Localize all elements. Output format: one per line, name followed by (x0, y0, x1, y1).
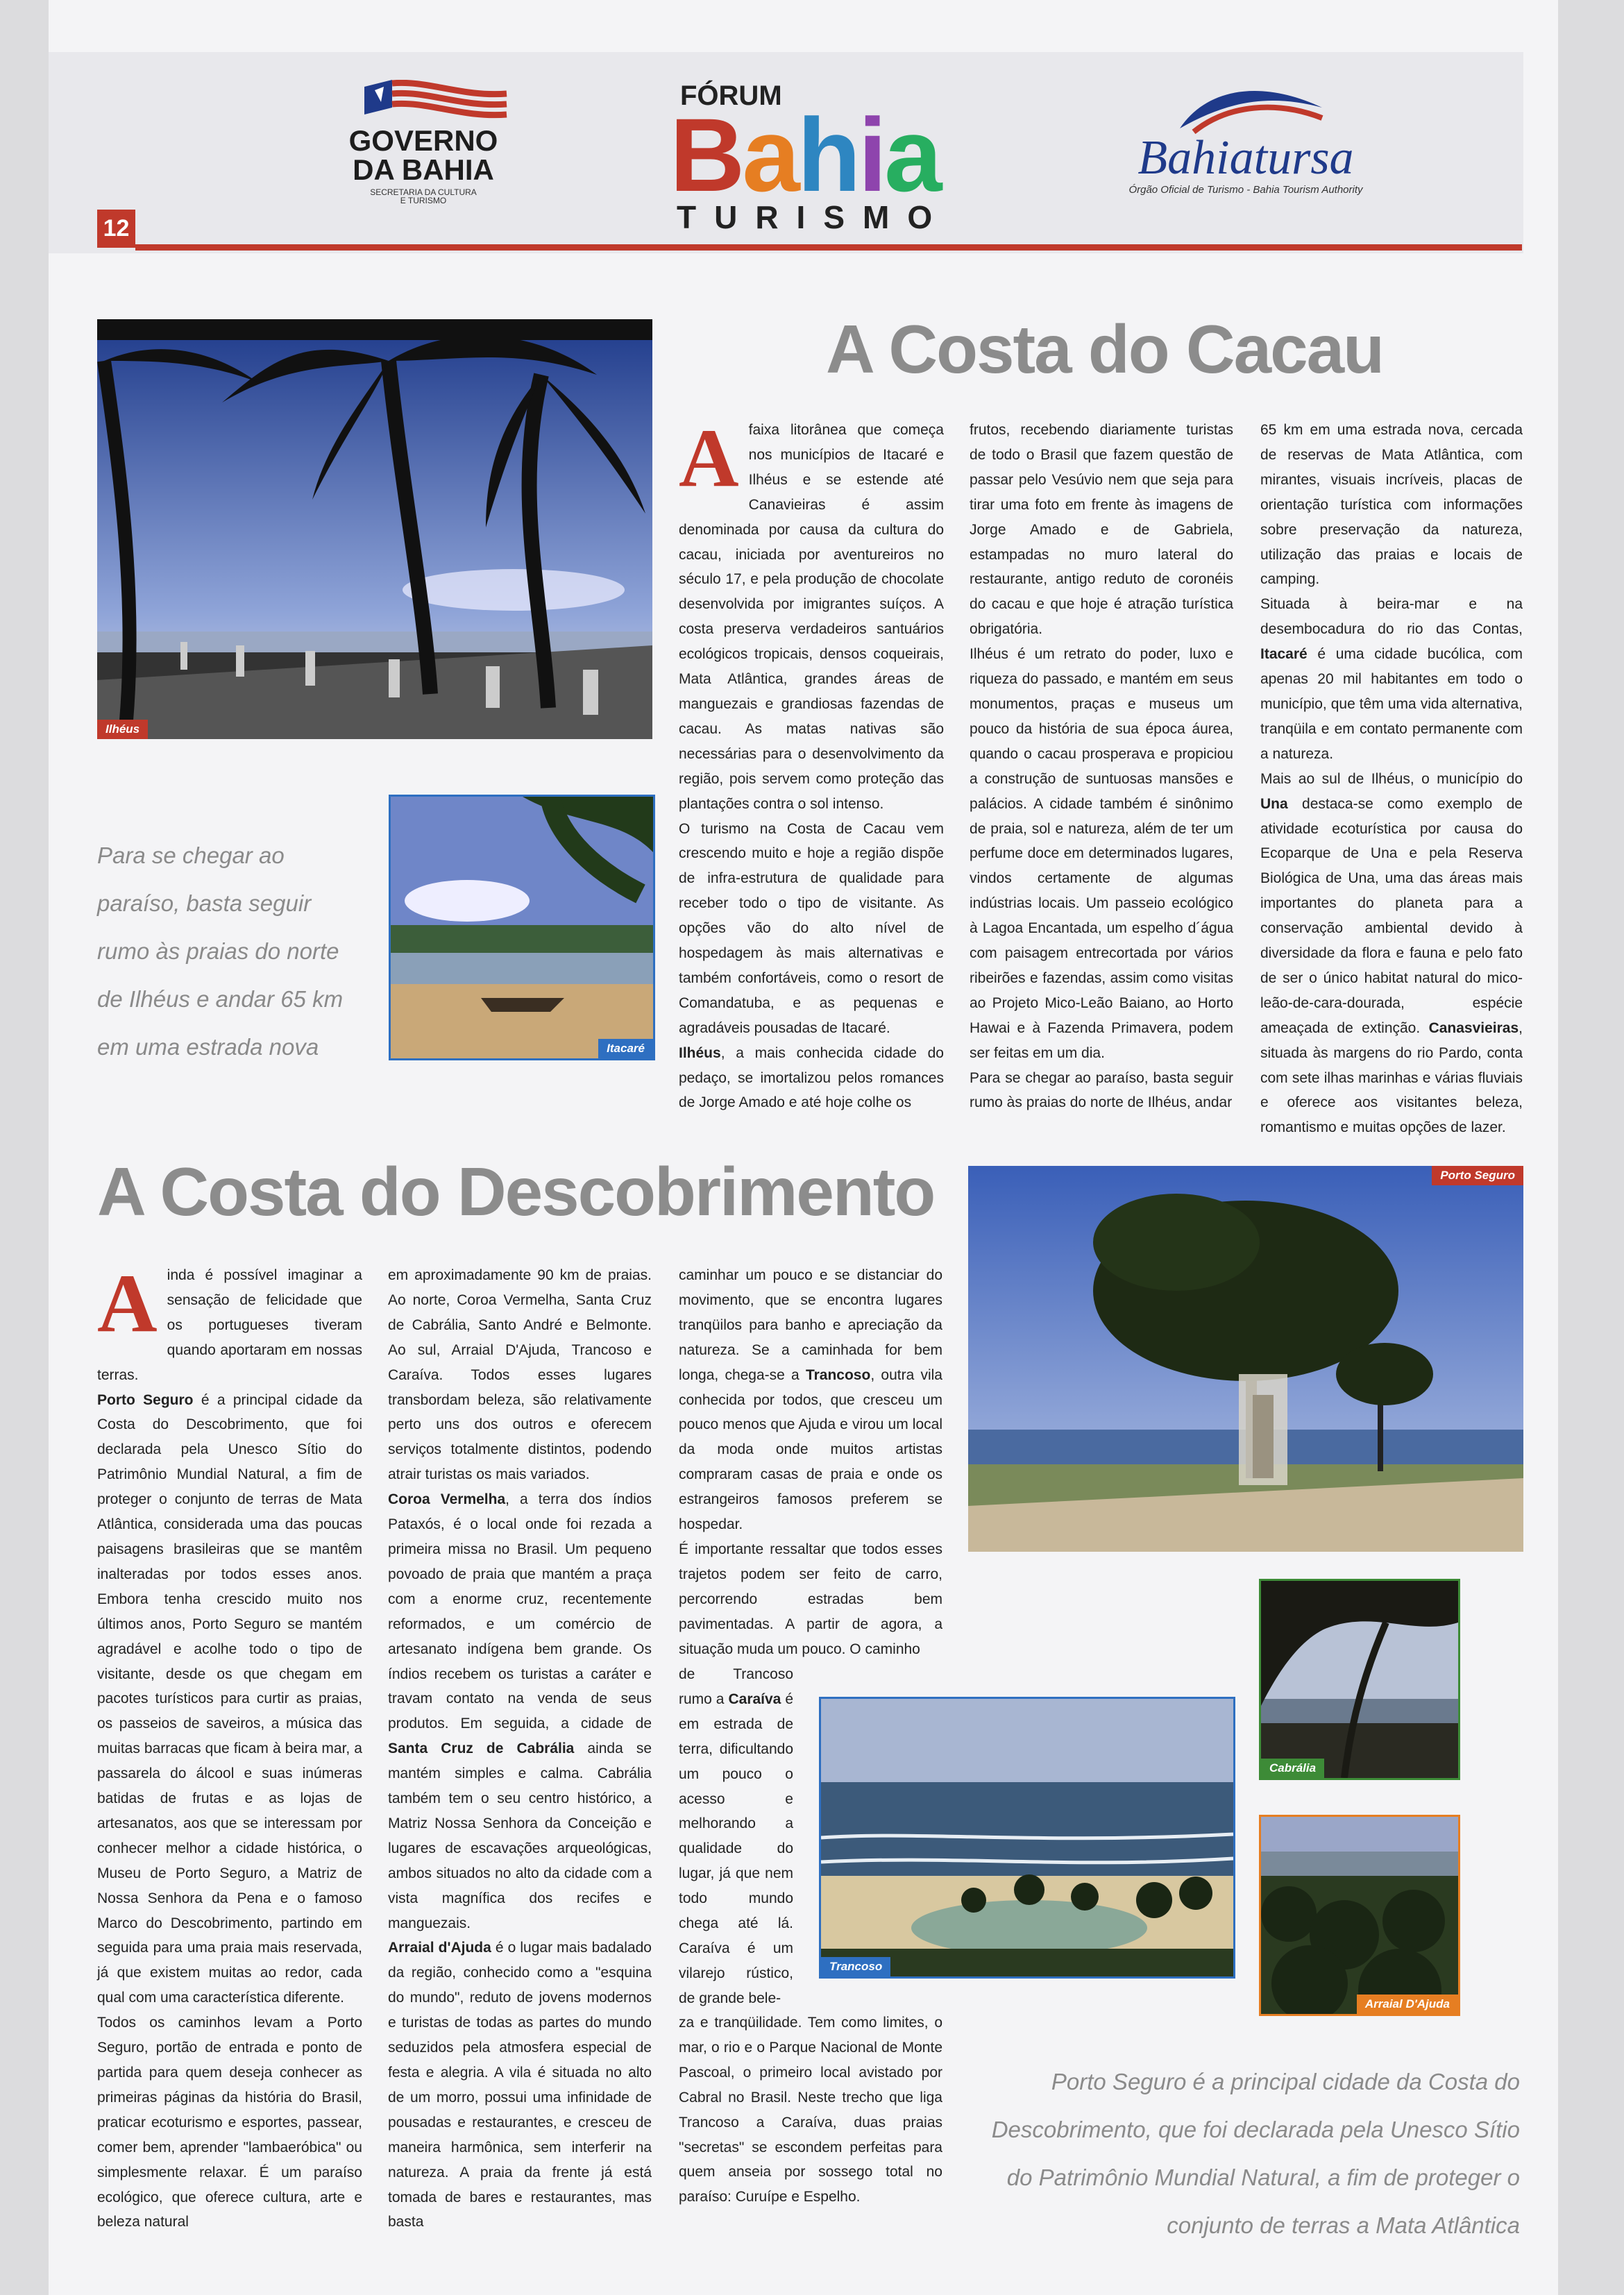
palm-beach-illustration (97, 319, 652, 739)
quote-line: conjunto de terras a Mata Atlântica (1167, 2212, 1520, 2238)
caption-itacare: Itacaré (598, 1039, 653, 1058)
forum-letter: B (670, 96, 743, 213)
paragraph: É importante ressaltar que todos esses trajetos podem ser feito de carro, percorrendo estradas bem pavimentadas. A partir de agora, a situação muda um pouco. O caminho (679, 1541, 942, 1657)
forest-aerial-illustration (1261, 1817, 1458, 2014)
paragraph: de Trancoso rumo a Caraíva é em estrada de terra, dificultando um pouco o acesso e melhorando a qualidade do lugar, já que nem todo mundo chega até lá. Caraíva é um vilarejo rústico, de grande bele- (679, 1666, 794, 2006)
paragraph: Porto Seguro é a principal cidade da Costa do Descobrimento, que foi declarada pela Unesco Sítio do Patrimônio Mundial Natural, a fim de proteger o conjunto de terras de Mata Atlântica, considerada uma das poucas paisagens brasileiras que se mantêm inalteradas por todos esses anos. Embora tenha crescido muito nos últimos anos, Porto Seguro se mantém agradável e acolhe todo o tipo de visitante, desde os que chegam em pacotes turísticos para curtir as praias, os passeios de saveiros, a música das muitas barracas que ficam à beira mar, a passarela do álcool e suas inúmeras batidas de frutas e as lojas de artesanatos, aos que se interessam por conhecer melhor a cidade histórica, o Museu de Porto Seguro, a Matriz de Nossa Senhora da Pena e o famoso Marco do Descobrimento, partindo em seguida para uma praia mais reservada, já que existem muitas ao redor, cada qual com uma característica diferente. (97, 1391, 362, 2006)
photo-ilheus (97, 319, 652, 739)
quote-line: rumo às praias do norte (97, 938, 339, 964)
descobrimento-pull-quote (992, 2058, 1520, 2249)
beach-palms-illustration (821, 1699, 1233, 1976)
paragraph: Arraial d'Ajuda é o lugar mais badalado da região, conhecido como a "esquina do mundo", reduto de jovens modernos e turistas de todas as partes do mundo seduzidos pela atmosfera especial de festa e alegria. A vila é situada no alto de um morro, possui uma infinidade de pousadas e restaurantes, e cresceu de maneira harmônica, sem interferir na natureza. A praia da frente já está tomada de bares e restaurantes, mas basta (388, 1940, 652, 2230)
cacau-column-2 (970, 418, 1233, 1115)
cacau-column-1 (679, 412, 944, 1115)
cacau-title: A Costa do Cacau (826, 311, 1383, 387)
forum-letter: i (858, 96, 885, 213)
photo-arraial-dajuda (1259, 1815, 1460, 2016)
forum-letter: a (884, 96, 940, 213)
quote-line: em uma estrada nova (97, 1034, 319, 1060)
cacau-pull-quote (97, 831, 343, 1071)
forum-letter: a (742, 96, 797, 213)
forum-bottom-text: TURISMO (677, 199, 951, 235)
bahiatursa-logo (1117, 80, 1374, 205)
paragraph: za e tranqüilidade. Tem como limites, o mar, o rio e o Parque Nacional de Monte Pascoal, o primeiro local avistado por Cabral no Brasil. Neste trecho que liga Trancoso a Caraíva, duas praias "secretas" se escondem perfeitas para quem anseia por sossego total no paraíso: Curuípe e Espelho. (679, 2015, 942, 2205)
quote-line: de Ilhéus e andar 65 km (97, 986, 344, 1012)
caption-porto-seguro: Porto Seguro (1432, 1166, 1523, 1185)
page-number: 12 (97, 210, 135, 248)
governo-line4: E TURISMO (400, 196, 447, 205)
paragraph: caminhar um pouco e se distanciar do movimento, que se encontra lugares tranqüilos para banho e apreciação da natureza. Se a caminhada for bem longa, chega-se a Trancoso, outra vila conhecida por todos, que cresceu um pouco menos que Ajuda e virou um local da moda onde muitos artistas compraram casas de praia e onde os estrangeiros famosos preferem se hospedar. (679, 1267, 942, 1533)
descobrimento-column-3b (679, 1662, 793, 2011)
paragraph: Situada à beira-mar e na desembocadura do rio das Contas, Itacaré é uma cidade bucólica, com apenas 20 mil habitantes em todo o município, que têm uma vida alternativa, tranqüila e em contato permanente com a natureza. (1260, 596, 1523, 762)
paragraph: Ilhéus é um retrato do poder, luxo e riqueza do passado, e mantém em seus monumentos, praças e museus um pouco da história de sua época áurea, quando o cacau prosperava e propiciou a construção de suntuosas mansões e palácios. A cidade também é sinônimo de praia, sol e natureza, além de ter um perfume doce em determinados lugares, vindos certamente de algumas indústrias locais. Um passeio ecológico à Lagoa Encantada, um espelho d´água com paisagem entrecortada por vários ribeirões e fazendas, assim como visitas ao Projeto Mico-Leão Baiano, ao Horto Hawai e à Fazenda Primavera, podem ser feitas em um dia. (970, 646, 1233, 1061)
quote-line: Descobrimento, que foi declarada pela Unesco Sítio (991, 2117, 1520, 2142)
descobrimento-column-3a (679, 1263, 942, 1662)
drop-cap: A (97, 1257, 158, 1349)
photo-porto-seguro (968, 1166, 1523, 1552)
paragraph: Ilhéus, a mais conhecida cidade do pedaço, se imortalizou pelos romances de Jorge Amado e até hoje colhe os (679, 1044, 944, 1111)
paragraph: em aproximadamente 90 km de praias. Ao norte, Coroa Vermelha, Santa Cruz de Cabrália, Santo André e Belmonte. Ao sul, Arraial D'Ajuda, Trancoso e Caraíva. Todos esses lugares transbordam beleza, são relativamente perto uns dos outros e oferecem serviços totalmente distintos, podendo atrair turistas os mais variados. (388, 1267, 652, 1483)
quote-line: paraíso, basta seguir (97, 890, 312, 916)
cacau-column-3 (1260, 418, 1523, 1140)
governo-line1: GOVERNO (348, 124, 498, 157)
caption-cabralia: Cabrália (1261, 1759, 1324, 1778)
forum-top-text: FÓRUM (680, 81, 782, 111)
paragraph: Coroa Vermelha, a terra dos índios Pataxós, é o local onde foi rezada a primeira missa no Brasil. Um pequeno povoado de praia que mantém a praça com a enorme cruz, recentemente reformados, e um comércio de artesanato indígena bem grande. Os índios recebem os turistas a caráter e travam contato na venda de seus produtos. Em seguida, a cidade de Santa Cruz de Cabrália ainda se mantém simples e calma. Cabrália também tem o seu centro histórico, a Matriz Nossa Senhora da Conceição e lugares de escavações arqueológicas, ambos situados no alto da cidade com a vista magnífica dos recifes e manguezais. (388, 1491, 652, 1931)
paragraph: Para se chegar ao paraíso, basta seguir rumo às praias do norte de Ilhéus, andar (970, 1069, 1233, 1111)
bahiatursa-name: Bahiatursa (1137, 131, 1354, 185)
paragraph: frutos, recebendo diariamente turistas de todo o Brasil que fazem questão de passar pelo Vesúvio nem que seja para tirar uma foto em frente às imagens de Jorge Amado e de Gabriela, estampadas no muro lateral do restaurante, antigo reduto de coronéis do cacau e que hoje é atração turística obrigatória. (970, 422, 1233, 638)
descobrimento-column-2 (388, 1263, 652, 2235)
forum-bahia-turismo-logo (670, 81, 951, 235)
descobrimento-title: A Costa do Descobrimento (97, 1153, 935, 1230)
caption-trancoso: Trancoso (821, 1957, 890, 1976)
governo-line2: DA BAHIA (353, 153, 494, 186)
photo-trancoso (819, 1697, 1235, 1979)
paragraph: Todos os caminhos levam a Porto Seguro, portão de entrada e ponto de partida para quem deseja conhecer as primeiras páginas da história do Brasil, praticar ecoturismo e esportes, passear, comer bem, aprender "lambaeróbica" ou simplesmente relaxar. É um paraíso ecológico, que oferece cultura, arte e beleza natural (97, 2015, 362, 2230)
header-rule (135, 244, 1522, 251)
paragraph: Mais ao sul de Ilhéus, o município do Una destaca-se como exemplo de atividade ecoturística por causa do Ecoparque de Una e pela Reserva Biológica de Una, uma das áreas mais importantes do planeta para a conservação ambiental devido à diversidade da flora e fauna e pelo fato de ser o único habitat natural do mico-leão-de-cara-dourada, espécie ameaçada de extinção. Canasvieiras, situada às margens do rio Pardo, conta com sete ilhas marinhas e várias fluviais e oferece aos visitantes beleza, romantismo e muitas opções de lazer. (1260, 770, 1523, 1136)
quote-line: Porto Seguro é a principal cidade da Costa do (1051, 2069, 1520, 2094)
paragraph: 65 km em uma estrada nova, cercada de reservas de Mata Atlântica, com mirantes, visuais incríveis, placas de orientação turística com informações sobre preservação da natureza, utilização das praias e locais de camping. (1260, 422, 1523, 588)
governo-line3: SECRETARIA DA CULTURA (370, 187, 477, 197)
bahiatursa-subtitle: Órgão Oficial de Turismo - Bahia Tourism Authority (1128, 184, 1363, 196)
forum-letter: h (797, 96, 858, 213)
quote-line: do Patrimônio Mundial Natural, a fim de proteger o (1006, 2165, 1520, 2190)
sail-swoosh-icon (1166, 80, 1326, 135)
paragraph: O turismo na Costa de Cacau vem crescendo muito e hoje a região dispõe de infra-estrutura de qualidade para receber todo o tipo de visitante. As opções vão do alto nível de hospedagem às mais alternativas e também confortáveis, como o resort de Comandatuba, e as pequenas e agradáveis pousadas de Itacaré. (679, 820, 944, 1036)
governo-bahia-logo (316, 76, 531, 205)
photo-itacare (389, 795, 655, 1060)
boat-beach-illustration (391, 797, 653, 1058)
descobrimento-column-1 (97, 1257, 362, 2235)
tree-monument-illustration (968, 1166, 1523, 1552)
drop-cap: A (679, 412, 739, 504)
tree-sea-illustration (1261, 1581, 1458, 1778)
bahia-flag-icon (364, 80, 510, 121)
quote-line: Para se chegar ao (97, 842, 285, 868)
photo-cabralia (1259, 1579, 1460, 1780)
paragraph: faixa litorânea que começa nos municípios de Itacaré e Ilhéus e se estende até Canavieiras é assim denominada por causa da cultura do cacau, iniciada por aventureiros no século 17, e pela produção de chocolate desenvolvida por imigrantes suíços. A costa preserva verdadeiros santuários ecológicos tropicais, densos coqueirais, Mata Atlântica, grandes áreas de manguezais e grandiosas fazendas de cacau. As matas nativas são necessárias para o desenvolvimento da região, pois servem como proteção das plantações contra o sol intenso. (679, 422, 944, 812)
caption-ilheus: Ilhéus (97, 720, 148, 739)
paragraph: inda é possível imaginar a sensação de felicidade que os portugueses tiveram quando aportaram em nossas terras. (97, 1267, 362, 1383)
caption-arraial-dajuda: Arraial D'Ajuda (1357, 1995, 1458, 2014)
descobrimento-column-3c (679, 2010, 942, 2210)
